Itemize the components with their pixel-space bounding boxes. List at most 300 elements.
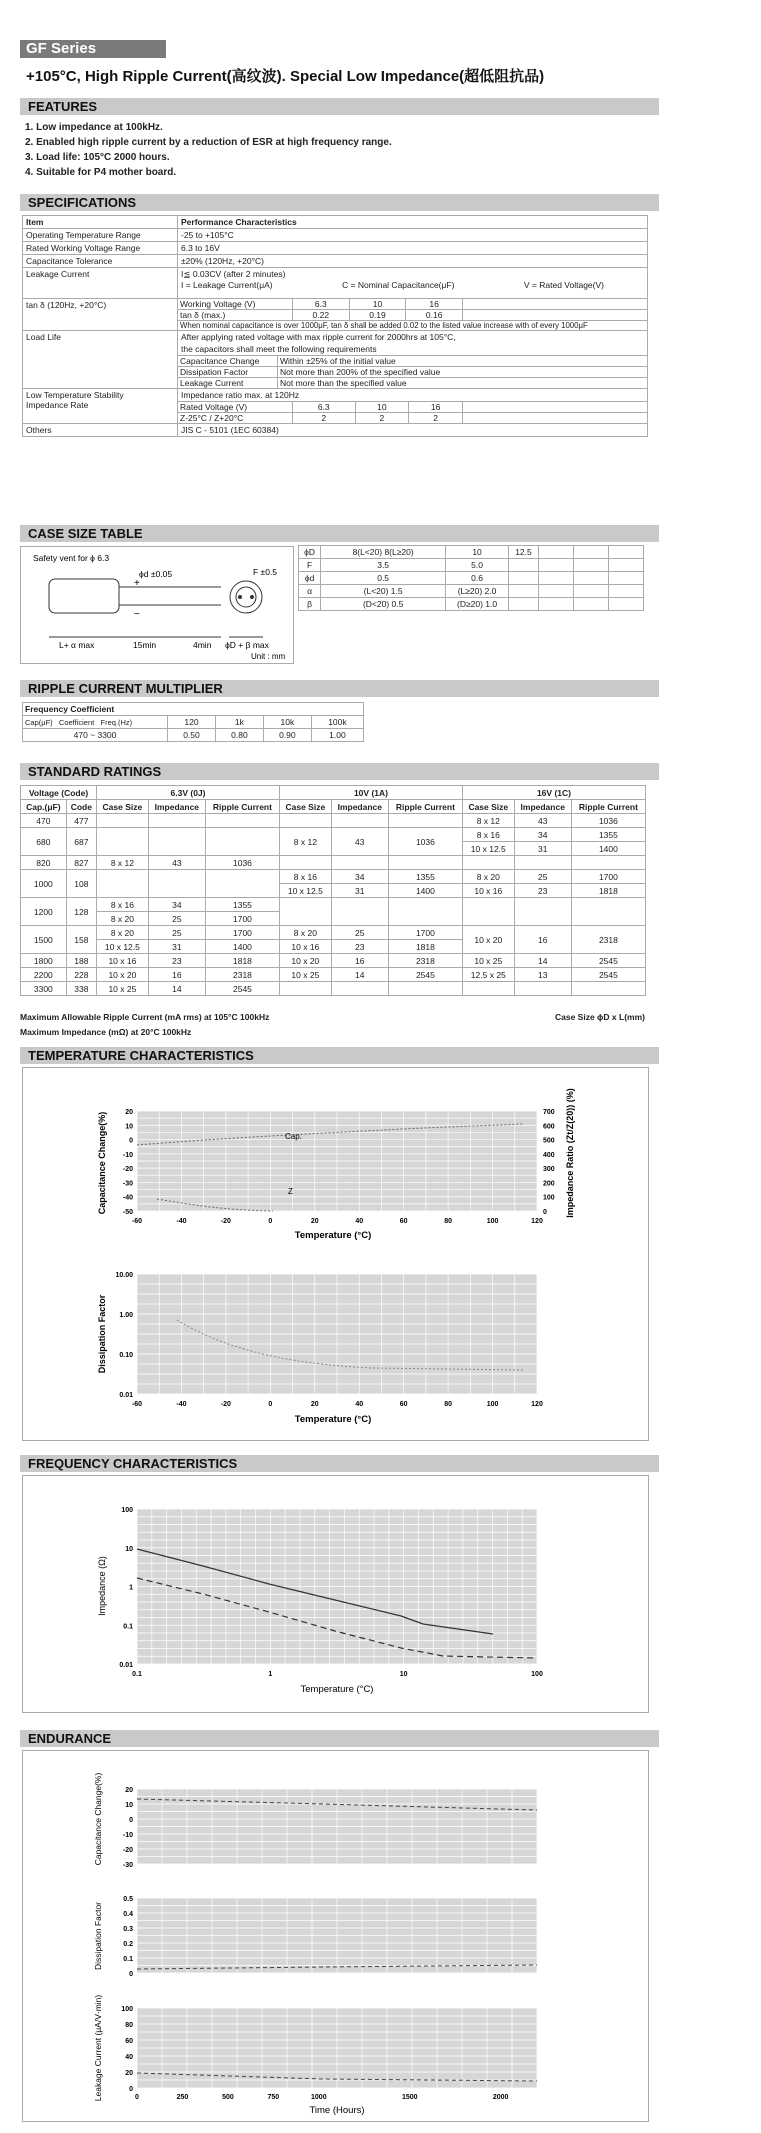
- cap-label: Cap(μF): [25, 717, 53, 727]
- capacitor-end-circle: [230, 581, 262, 613]
- rating-cell: 8 x 16: [462, 828, 514, 842]
- case-size-cell: [609, 559, 644, 572]
- rating-cell: 8 x 12: [279, 828, 331, 856]
- y2-axis-label: Impedance Ratio (Zt/Z(20)) (%): [565, 1088, 575, 1218]
- rating-cell: 1700: [205, 926, 279, 940]
- x-tick-label: 100: [531, 1671, 543, 1678]
- case-header: Case Size: [462, 800, 514, 814]
- coef-label: Coefficient: [58, 717, 95, 727]
- case-size-cell: 5.0: [446, 559, 509, 572]
- y-tick-label: 400: [543, 1151, 555, 1159]
- x-tick-label: 1500: [401, 2094, 418, 2101]
- table-row: [21, 954, 646, 968]
- rating-cell: 10 x 25: [279, 968, 331, 982]
- y-tick-label: 60: [125, 2038, 133, 2045]
- freq-coef-label: Frequency Coefficient: [23, 703, 364, 716]
- y-tick-label: 0: [129, 1971, 133, 1978]
- spec-value: Not more than 200% of the specified value: [278, 367, 648, 378]
- y-tick-label: 10: [125, 1545, 133, 1553]
- y-tick-label: 200: [543, 1180, 555, 1188]
- frequency-panel: [22, 1475, 649, 1713]
- spec-value: 2: [409, 413, 463, 424]
- rating-cell: 23: [331, 940, 388, 954]
- rating-cell: 2318: [388, 954, 462, 968]
- rating-cap: 1000: [21, 870, 67, 898]
- vent-label: Safety vent for ϕ 6.3: [33, 553, 110, 563]
- rating-cell: 10 x 25: [462, 954, 514, 968]
- length-label: L+ α max: [59, 640, 95, 650]
- freq-label: Freq.(Hz): [100, 717, 133, 727]
- rating-cap: 1200: [21, 898, 67, 926]
- case-size-cell: [508, 598, 538, 611]
- coef-value: 1.00: [311, 729, 363, 742]
- rating-cell: 2545: [388, 968, 462, 982]
- spec-label: Low Temperature Stability: [26, 390, 124, 400]
- rating-cell: 1400: [571, 842, 645, 856]
- rating-cell: 8 x 16: [97, 898, 149, 912]
- endurance-heading: ENDURANCE: [20, 1730, 659, 1747]
- table-row: [21, 968, 646, 982]
- lead-dot: [238, 595, 242, 599]
- capacitor-dimension-drawing: [21, 547, 293, 663]
- rating-cell: 10 x 12.5: [97, 940, 149, 954]
- rating-cell: 8 x 20: [462, 870, 514, 884]
- rating-cell: 23: [514, 884, 571, 898]
- spec-value: V = Rated Voltage(V): [523, 280, 604, 290]
- spec-value: Dissipation Factor: [178, 367, 278, 378]
- imp-header: Impedance: [331, 800, 388, 814]
- case-size-cell: 10: [446, 546, 509, 559]
- rating-cell: 1818: [388, 940, 462, 954]
- rating-cell: 10 x 25: [97, 982, 149, 996]
- rating-cell: 2318: [571, 926, 645, 954]
- rating-cell: [205, 828, 279, 856]
- case-size-cell: [574, 598, 609, 611]
- spec-value: the capacitors shall meet the following requirements: [181, 344, 377, 354]
- standard-ratings-table: [20, 785, 646, 996]
- y-tick-label: 0: [129, 2086, 133, 2093]
- y-axis-label: Impedance (Ω): [97, 1556, 107, 1616]
- rating-cell: 2545: [571, 968, 645, 982]
- freq-value: 1k: [215, 716, 263, 729]
- rating-cell: 31: [331, 884, 388, 898]
- case-size-cell: [574, 572, 609, 585]
- rating-cell: [97, 814, 149, 828]
- lead-dot: [250, 595, 254, 599]
- feature-item: 3. Load life: 105°C 2000 hours.: [25, 152, 170, 163]
- spec-value: Rated Voltage (V): [178, 402, 293, 413]
- x-tick-label: 250: [176, 2094, 189, 2101]
- y-tick-label: 0: [543, 1209, 547, 1216]
- voltage-header: 10V (1A): [279, 786, 462, 800]
- rating-cell: 23: [148, 954, 205, 968]
- rating-cell: [148, 870, 205, 898]
- y-tick-label: 10: [125, 1123, 133, 1131]
- x-tick-label: 100: [486, 1218, 499, 1225]
- y-tick-label: 100: [121, 1507, 133, 1514]
- rating-cell: 1400: [388, 884, 462, 898]
- specifications-table: [22, 215, 648, 437]
- rating-cell: [514, 982, 571, 996]
- case-size-cell: 0.5: [321, 572, 446, 585]
- y-tick-label: 40: [125, 2054, 133, 2061]
- case-size-cell: [609, 572, 644, 585]
- rating-code: 827: [66, 856, 96, 870]
- x-tick-label: -20: [220, 1401, 231, 1408]
- rating-cell: 14: [514, 954, 571, 968]
- spec-value: When nominal capacitance is over 1000μF, tan δ shall be added 0.02 to the listed value increase with of every 1000μF: [180, 321, 588, 330]
- rating-cell: 43: [331, 828, 388, 856]
- case-size-cell: [508, 585, 538, 598]
- spec-label: Others: [23, 424, 178, 437]
- rating-cell: 25: [331, 926, 388, 940]
- rating-cell: 1355: [571, 828, 645, 842]
- rating-cell: [331, 856, 388, 870]
- rating-cell: [462, 856, 514, 870]
- case-size-cell: [539, 572, 574, 585]
- rating-cell: [148, 814, 205, 828]
- rating-cell: 34: [514, 828, 571, 842]
- x-tick-label: -60: [131, 1218, 143, 1225]
- rating-cell: 13: [514, 968, 571, 982]
- coef-value: 0.90: [263, 729, 311, 742]
- case-size-cell: [574, 559, 609, 572]
- rating-cell: 8 x 20: [279, 926, 331, 940]
- rating-cell: 10 x 12.5: [462, 842, 514, 856]
- spec-label: Rated Working Voltage Range: [23, 242, 178, 255]
- rating-cell: 1355: [388, 870, 462, 884]
- rating-cell: [279, 856, 331, 870]
- rating-cell: 1036: [205, 856, 279, 870]
- ripple-header: Ripple Current: [205, 800, 279, 814]
- ratings-note: Maximum Allowable Ripple Current (mA rms) at 105°C 100kHz: [20, 1012, 270, 1022]
- rating-cell: 12.5 x 25: [462, 968, 514, 982]
- rating-cell: 1818: [205, 954, 279, 968]
- y-tick-label: 700: [543, 1109, 555, 1116]
- spec-value: C = Nominal Capacitance(μF): [342, 280, 455, 290]
- case-size-cell: 12.5: [508, 546, 538, 559]
- rating-cell: [571, 856, 645, 870]
- rating-cell: 34: [148, 898, 205, 912]
- y-tick-label: 0.5: [123, 1896, 133, 1903]
- y-tick-label: -30: [122, 1180, 133, 1188]
- y-axis-label: Dissipation Factor: [97, 1294, 107, 1374]
- x-tick-label: -40: [176, 1401, 187, 1408]
- x-tick-label: 1000: [311, 2094, 327, 2101]
- freq-value: 100k: [311, 716, 363, 729]
- rating-cell: [279, 814, 331, 828]
- lead-4-label: 4min: [193, 640, 212, 650]
- x-tick-label: 0: [268, 1218, 273, 1225]
- y-tick-label: 1: [129, 1584, 133, 1592]
- ripple-header: Ripple Current: [571, 800, 645, 814]
- rating-cell: [331, 982, 388, 996]
- rating-cap: 680: [21, 828, 67, 856]
- y-tick-label: 20: [125, 1109, 133, 1116]
- rating-cell: [571, 982, 645, 996]
- y-tick-label: 0.1: [123, 1623, 133, 1631]
- minus-sign: −: [134, 609, 140, 620]
- case-size-cell: [508, 572, 538, 585]
- rating-cell: 16: [514, 926, 571, 954]
- cap-header: Cap.(μF): [21, 800, 67, 814]
- frequency-chart: [23, 1476, 648, 1712]
- temperature-panel: [22, 1067, 649, 1441]
- rating-code: 108: [66, 870, 96, 898]
- y-tick-label: 0.10: [119, 1352, 133, 1359]
- y-tick-label: 100: [121, 2006, 133, 2013]
- rating-cell: [331, 814, 388, 828]
- spec-label: tan δ (120Hz, +20°C): [23, 299, 178, 331]
- rating-cell: 31: [514, 842, 571, 856]
- y-tick-label: 500: [543, 1137, 555, 1145]
- rating-cell: 14: [331, 968, 388, 982]
- spec-value: tan δ (max.): [178, 310, 293, 321]
- spec-value: I = Leakage Current(μA): [181, 280, 273, 290]
- rating-cell: 10 x 16: [462, 884, 514, 898]
- rating-cell: 34: [331, 870, 388, 884]
- spec-value: Working Voltage (V): [178, 299, 293, 310]
- y-tick-label: 80: [125, 2022, 133, 2029]
- y-tick-label: -10: [122, 1151, 133, 1159]
- y-axis-label: Leakage Current (μA/V·min): [93, 1994, 103, 2102]
- rating-code: 477: [66, 814, 96, 828]
- x-axis-label: Temperature (°C): [300, 1684, 374, 1695]
- spec-value: -25 to +105°C: [178, 229, 648, 242]
- x-tick-label: 0: [135, 2094, 139, 2101]
- spec-label: Impedance Rate: [26, 400, 89, 410]
- case-size-cell: [609, 585, 644, 598]
- y-tick-label: 10: [125, 1802, 133, 1809]
- diameter-label: ϕD + β max: [225, 640, 269, 650]
- endurance-panel: [22, 1750, 649, 2122]
- endurance-charts: [23, 1751, 648, 2121]
- spec-value: 2: [355, 413, 409, 424]
- z-curve-label: Z: [288, 1187, 293, 1196]
- x-tick-label: 80: [444, 1218, 453, 1225]
- y-tick-label: 0.4: [123, 1911, 133, 1918]
- spec-value: JIS C - 5101 (1EC 60384): [178, 424, 648, 437]
- spec-label: Capacitance Tolerance: [23, 255, 178, 268]
- rating-cell: 16: [148, 968, 205, 982]
- spec-value: After applying rated voltage with max ripple current for 2000hrs at 105°C,: [181, 332, 456, 342]
- table-row: [21, 828, 646, 842]
- x-tick-label: 0.1: [132, 1671, 142, 1678]
- rating-cell: 10 x 20: [462, 926, 514, 954]
- case-size-cell: 8(L<20) 8(L≥20): [321, 546, 446, 559]
- rating-cell: 1700: [388, 926, 462, 940]
- y-tick-label: -50: [122, 1209, 133, 1216]
- y-tick-label: 20: [125, 1787, 133, 1794]
- spec-value: 6.3: [293, 402, 356, 413]
- rating-cell: 10 x 16: [97, 954, 149, 968]
- rating-cell: 14: [148, 982, 205, 996]
- cap-range: 470 ~ 3300: [23, 729, 168, 742]
- y-tick-label: -40: [122, 1194, 133, 1202]
- y-tick-label: 1.00: [119, 1312, 133, 1319]
- spec-value: 0.19: [349, 310, 406, 321]
- coef-value: 0.80: [215, 729, 263, 742]
- y-axis-label: Capacitance Change(%): [93, 1772, 103, 1866]
- rating-cell: [279, 982, 331, 996]
- frequency-heading: FREQUENCY CHARACTERISTICS: [20, 1455, 659, 1472]
- x-tick-label: 0: [268, 1401, 273, 1408]
- x-tick-label: 20: [310, 1401, 319, 1408]
- rating-cap: 820: [21, 856, 67, 870]
- rating-cell: 2318: [205, 968, 279, 982]
- x-tick-label: -20: [220, 1218, 231, 1225]
- spec-col-item: Item: [23, 216, 178, 229]
- case-size-table: [298, 545, 644, 611]
- case-header: Case Size: [97, 800, 149, 814]
- rating-cell: [514, 898, 571, 926]
- spec-value: I≦ 0.03CV (after 2 minutes): [181, 269, 286, 279]
- x-axis-label: Temperature (°C): [294, 1414, 372, 1425]
- ripple-multiplier-heading: RIPPLE CURRENT MULTIPLIER: [20, 680, 659, 697]
- rating-cell: 1400: [205, 940, 279, 954]
- series-badge: GF Series: [20, 40, 166, 58]
- y-tick-label: 0.1: [123, 1956, 133, 1963]
- spec-label: Load Life: [23, 331, 178, 389]
- spec-value: 2: [293, 413, 356, 424]
- rating-cap: 2200: [21, 968, 67, 982]
- y-tick-label: 0.01: [119, 1662, 133, 1669]
- y-tick-label: 300: [543, 1166, 555, 1174]
- case-size-cell: [574, 546, 609, 559]
- rating-cap: 470: [21, 814, 67, 828]
- specifications-heading: SPECIFICATIONS: [20, 194, 659, 211]
- rating-cap: 1800: [21, 954, 67, 968]
- imp-header: Impedance: [148, 800, 205, 814]
- rating-cell: 2545: [571, 954, 645, 968]
- rating-cell: [462, 898, 514, 926]
- y-tick-label: 20: [125, 2070, 133, 2077]
- rating-cell: 1036: [571, 814, 645, 828]
- rating-cell: [388, 856, 462, 870]
- rating-code: 158: [66, 926, 96, 954]
- freq-value: 10k: [263, 716, 311, 729]
- voltage-code-header: Voltage (Code): [21, 786, 97, 800]
- case-size-cell: [609, 598, 644, 611]
- case-size-cell: [508, 559, 538, 572]
- feature-item: 1. Low impedance at 100kHz.: [25, 122, 163, 133]
- coef-value: 0.50: [168, 729, 216, 742]
- x-axis-label: Time (Hours): [309, 2105, 365, 2116]
- rating-cell: 25: [148, 912, 205, 926]
- spec-value: Leakage Current: [178, 378, 278, 389]
- case-size-cell: ϕD: [299, 546, 321, 559]
- spec-value: Not more than the specified value: [278, 378, 648, 389]
- rating-cell: 1036: [388, 828, 462, 856]
- rating-cell: [571, 898, 645, 926]
- pitch-label: F ±0.5: [253, 567, 278, 577]
- case-size-cell: 0.6: [446, 572, 509, 585]
- voltage-header: 6.3V (0J): [97, 786, 280, 800]
- spec-value: Z-25°C / Z+20°C: [178, 413, 293, 424]
- spec-value: 10: [349, 299, 406, 310]
- y-tick-label: 0: [129, 1137, 133, 1145]
- capacitor-body-shape: [49, 579, 119, 613]
- y-tick-label: 0.2: [123, 1941, 133, 1948]
- spec-value: 16: [406, 299, 463, 310]
- y-tick-label: -20: [122, 1847, 133, 1854]
- case-size-cell: β: [299, 598, 321, 611]
- unit-label: Unit : mm: [251, 652, 286, 661]
- rating-cell: [514, 856, 571, 870]
- lead-diameter-label: ϕd ±0.05: [139, 569, 173, 579]
- rating-cell: 2545: [205, 982, 279, 996]
- voltage-header: 16V (1C): [462, 786, 645, 800]
- spec-value: Within ±25% of the initial value: [278, 356, 648, 367]
- ripple-multiplier-table: [22, 702, 364, 742]
- spec-label: Operating Temperature Range: [23, 229, 178, 242]
- x-tick-label: 100: [486, 1401, 499, 1408]
- case-drawing: [20, 546, 294, 664]
- cap-curve-label: Cap.: [285, 1132, 302, 1141]
- rating-cell: [97, 870, 149, 898]
- x-tick-label: 750: [267, 2094, 280, 2101]
- rating-cell: 10 x 16: [279, 940, 331, 954]
- y-tick-label: 10.00: [115, 1272, 133, 1279]
- rating-cell: 31: [148, 940, 205, 954]
- case-size-cell: ϕd: [299, 572, 321, 585]
- table-row: [21, 926, 646, 940]
- y-axis-label: Dissipation Factor: [93, 1901, 103, 1971]
- ripple-header: Ripple Current: [388, 800, 462, 814]
- spec-value: 6.3: [293, 299, 350, 310]
- table-row: [21, 856, 646, 870]
- rating-cap: 1500: [21, 926, 67, 954]
- rating-code: 228: [66, 968, 96, 982]
- rating-cell: [388, 898, 462, 926]
- x-tick-label: 60: [399, 1218, 408, 1225]
- rating-cell: [205, 870, 279, 898]
- rating-cell: 16: [331, 954, 388, 968]
- rating-cell: [279, 898, 331, 926]
- x-tick-label: 80: [444, 1401, 453, 1408]
- rating-code: 128: [66, 898, 96, 926]
- case-size-cell: [574, 585, 609, 598]
- rating-cell: 10 x 20: [279, 954, 331, 968]
- case-size-cell: [539, 585, 574, 598]
- standard-ratings-heading: STANDARD RATINGS: [20, 763, 659, 780]
- x-tick-label: 1: [268, 1671, 273, 1678]
- x-tick-label: 60: [399, 1401, 408, 1408]
- case-size-cell: F: [299, 559, 321, 572]
- spec-value: ±20% (120Hz, +20°C): [178, 255, 648, 268]
- rating-cell: 8 x 12: [462, 814, 514, 828]
- plus-sign: +: [134, 578, 140, 589]
- spec-value: 10: [355, 402, 409, 413]
- x-tick-label: 120: [531, 1218, 543, 1225]
- case-size-cell: (D<20) 0.5: [321, 598, 446, 611]
- x-tick-label: 40: [355, 1218, 364, 1225]
- rating-cell: 1700: [205, 912, 279, 926]
- rating-cell: 43: [514, 814, 571, 828]
- case-size-cell: [539, 598, 574, 611]
- y-tick-label: 100: [543, 1194, 555, 1202]
- case-size-cell: 3.5: [321, 559, 446, 572]
- ratings-note: Case Size ϕD x L(mm): [555, 1012, 645, 1022]
- rating-cell: 25: [148, 926, 205, 940]
- y-tick-label: 600: [543, 1123, 555, 1131]
- spec-value: 16: [409, 402, 463, 413]
- case-size-cell: (L<20) 1.5: [321, 585, 446, 598]
- x-tick-label: 20: [310, 1218, 319, 1225]
- feature-item: 4. Suitable for P4 mother board.: [25, 167, 177, 178]
- rating-cell: 1700: [571, 870, 645, 884]
- spec-value: 6.3 to 16V: [178, 242, 648, 255]
